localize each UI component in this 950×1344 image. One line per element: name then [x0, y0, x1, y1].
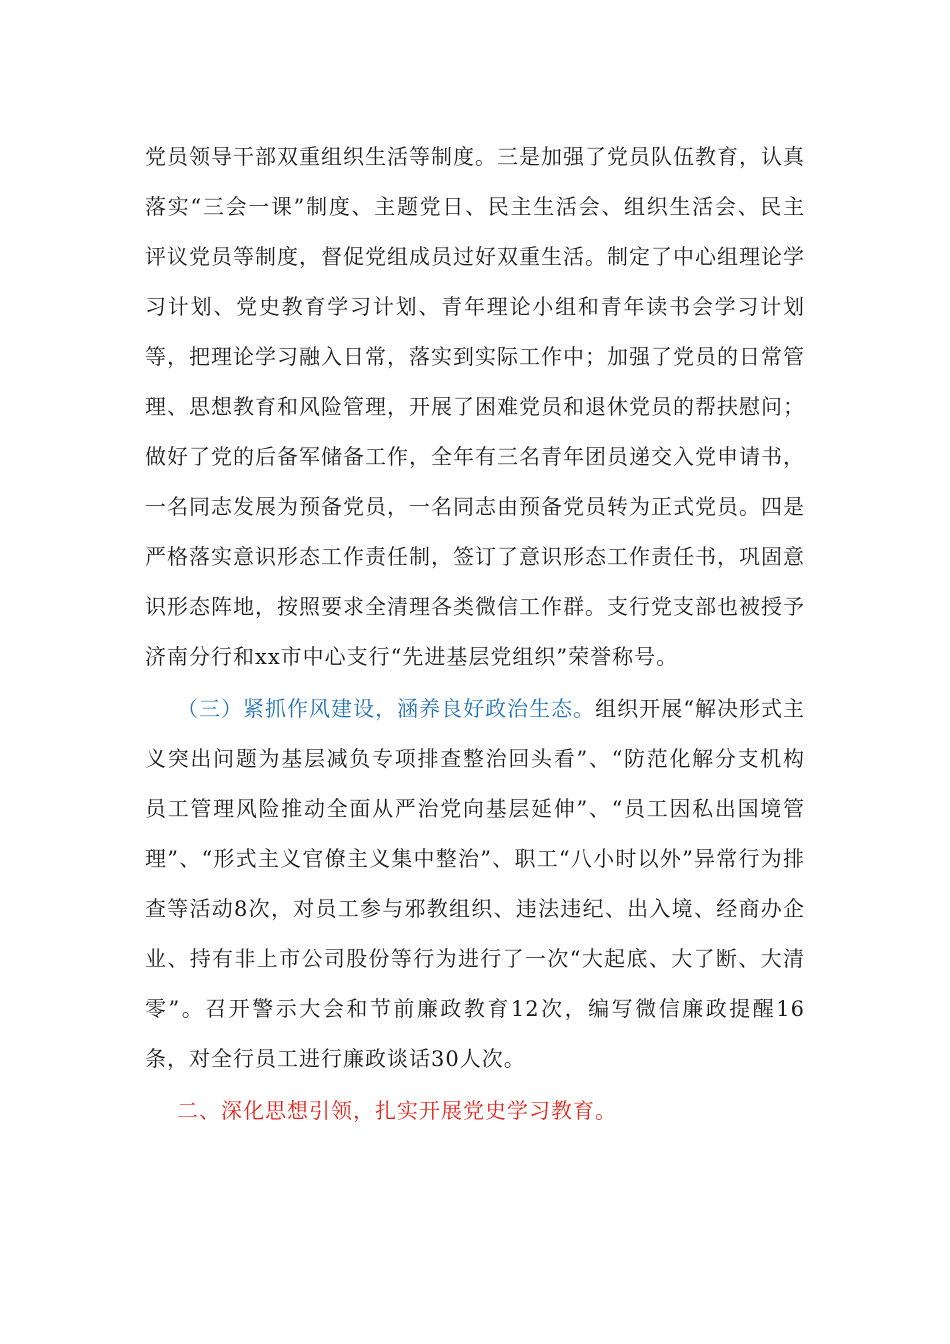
subsection-heading: （三）紧抓作风建设，涵养良好政治生态。 — [177, 697, 596, 721]
section-heading: 二、深化思想引领，扎实开展党史学习教育。 — [177, 1099, 617, 1123]
paragraph-work-style — [145, 684, 805, 1084]
paragraph-text: 党员领导干部双重组织生活等制度。三是加强了党员队伍教育，认真落实“三会一课”制度、主题党日、民主生活会、组织生活会、民主评议党员等制度，督促党组成员过好双重生活。制定了中心组理论学习计划、党史教育学习计划、青年理论小组和青年读书会学习计划等，把理论学习融入日常，落实到实际工作中；加强了党员的日常管理、思想教育和风险管理，开展了困难党员和退休党员的帮扶慰问；做好了党的后备军储备工作，全年有三名青年团员递交入党申请书，一名同志发展为预备党员，一名同志由预备党员转为正式党员。四是严格落实意识形态工作责任制，签订了意识形态工作责任书，巩固意识形态阵地，按照要求全清理各类微信工作群。支行党支部也被授予济南分行和xx市中心支行“先进基层党组织”荣誉称号。 — [145, 145, 805, 669]
document-body — [145, 132, 805, 1136]
paragraph-party-education — [145, 132, 805, 682]
paragraph-text: 组织开展“解决形式主义突出问题为基层减负专项排查整治回头看”、“防范化解分支机构员工管理风险推动全面从严治党向基层延伸”、“员工因私出国境管理”、“形式主义官僚主义集中整治”、职工“八小时以外”异常行为排查等活动8次，对员工参与邪教组织、违法违纪、出入境、经商办企业、持有非上市公司股份等行为进行了一次“大起底、大了断、大清零”。召开警示大会和节前廉政教育12次，编写微信廉政提醒16条，对全行员工进行廉政谈话30人次。 — [145, 697, 805, 1071]
